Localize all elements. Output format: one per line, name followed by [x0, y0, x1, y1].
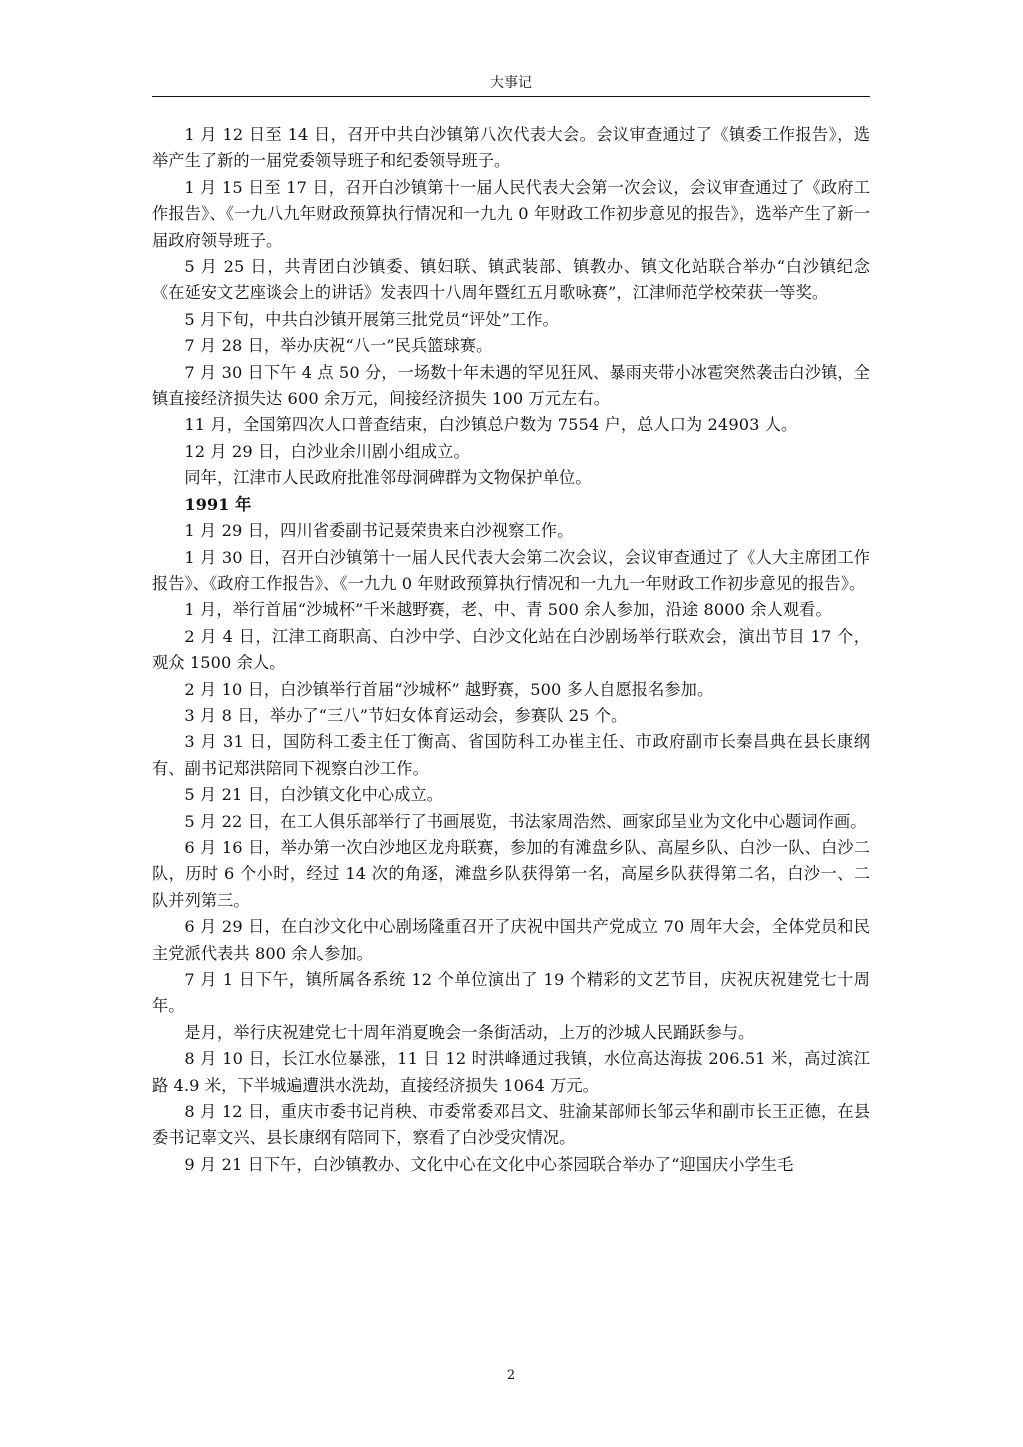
entry-1991-07: 3 月 31 日，国防科工委主任丁衡高、省国防科工办崔主任、市政府副市长秦昌典在县长康纲有、副书记郑洪陪同下视察白沙工作。	[152, 732, 870, 778]
entry-1991-13: 是月，举行庆祝建党七十周年消夏晚会一条街活动，上万的沙城人民踊跃参与。	[184, 1022, 755, 1042]
entry-1991-02: 1 月 30 日，召开白沙镇第十一届人民代表大会第二次会议，会议审查通过了《人大主席团工作报告》、《政府工作报告》、《一九九 0 年财政预算执行情况和一九九一年财政工作初步意见的报告》。	[152, 547, 870, 593]
entry-1991-10: 6 月 16 日，举办第一次白沙地区龙舟联赛，参加的有滩盘乡队、高屋乡队、白沙一队、白沙二队，历时 6 个小时，经过 14 次的角逐，滩盘乡队获得第一名，高屋乡队获得第二名，白沙一、二队并列第三。	[152, 837, 870, 910]
entry-1990-05: 7 月 28 日，举办庆祝“八一”民兵篮球赛。	[184, 336, 493, 356]
running-header: 大事记	[490, 75, 532, 91]
entry-1990-07: 11 月，全国第四次人口普查结束，白沙镇总户数为 7554 户，总人口为 24903 人。	[184, 415, 798, 435]
entry-1991-01: 1 月 29 日，四川省委副书记聂荣贵来白沙视察工作。	[184, 521, 574, 541]
entry-1991-04: 2 月 4 日，江津工商职高、白沙中学、白沙文化站在白沙剧场举行联欢会，演出节目 17 个，观众 1500 余人。	[152, 626, 870, 673]
entry-1991-06: 3 月 8 日，举办了“三八”节妇女体育运动会，参赛队 25 个。	[184, 705, 628, 725]
entry-1990-04: 5 月下旬，中共白沙镇开展第三批党员“评处”工作。	[184, 309, 559, 329]
entry-1991-11: 6 月 29 日，在白沙文化中心剧场隆重召开了庆祝中国共产党成立 70 周年大会，全体党员和民主党派代表共 800 余人参加。	[152, 917, 870, 963]
page-number: 2	[506, 1368, 516, 1383]
entry-1991-14: 8 月 10 日，长江水位暴涨，11 日 12 时洪峰通过我镇，水位高达海拔 206.51 米，高过滨江路 4.9 米，下半城遍遭洪水洗劫，直接经济损失 1064 万元。	[152, 1049, 870, 1095]
entry-1990-09: 同年，江津市人民政府批准邻母洞碑群为文物保护单位。	[184, 468, 592, 488]
entry-1991-08: 5 月 21 日，白沙镇文化中心成立。	[184, 785, 444, 805]
entry-1990-03: 5 月 25 日，共青团白沙镇委、镇妇联、镇武装部、镇教办、镇文化站联合举办“白沙镇纪念《在延安文艺座谈会上的讲话》发表四十八周年暨红五月歌咏赛”，江津师范学校荣获一等奖。	[152, 257, 870, 303]
entry-1991-09: 5 月 22 日，在工人俱乐部举行了书画展览，书法家周浩然、画家邱呈业为文化中心题词作画。	[184, 811, 867, 831]
entry-1991-15: 8 月 12 日，重庆市委书记肖秧、市委常委邓吕文、驻渝某部师长邹云华和副市长王正德，在县委书记辜文兴、县长康纲有陪同下，察看了白沙受灾情况。	[152, 1102, 870, 1148]
entry-1991-12: 7 月 1 日下午，镇所属各系统 12 个单位演出了 19 个精彩的文艺节目，庆祝庆祝建党七十周年。	[152, 970, 870, 1016]
entry-1990-06: 7 月 30 日下午 4 点 50 分，一场数十年未遇的罕见狂风、暴雨夹带小冰雹突然袭击白沙镇，全镇直接经济损失达 600 余万元，间接经济损失 100 万元左右。	[152, 362, 870, 409]
document-body	[152, 122, 870, 1178]
entry-1990-08: 12 月 29 日，白沙业余川剧小组成立。	[184, 441, 470, 461]
entry-1991-16: 9 月 21 日下午，白沙镇教办、文化中心在文化中心茶园联合举办了“迎国庆小学生毛	[184, 1154, 794, 1174]
entry-1990-01: 1 月 12 日至 14 日，召开中共白沙镇第八次代表大会。会议审查通过了《镇委工作报告》，选举产生了新的一届党委领导班子和纪委领导班子。	[152, 125, 870, 171]
year-heading-1991: 1991 年	[184, 494, 252, 514]
entry-1990-02: 1 月 15 日至 17 日，召开白沙镇第十一届人民代表大会第一次会议，会议审查通过了《政府工作报告》、《一九八九年财政预算执行情况和一九九 0 年财政工作初步意见的报告》，选举产生了新一届政府领导班子。	[152, 177, 870, 250]
entry-1991-05: 2 月 10 日，白沙镇举行首届“沙城杯” 越野赛，500 多人自愿报名参加。	[184, 679, 714, 699]
entry-1991-03: 1 月，举行首届“沙城杯”千米越野赛，老、中、青 500 余人参加，沿途 8000 余人观看。	[184, 600, 832, 620]
header-divider	[152, 96, 870, 97]
